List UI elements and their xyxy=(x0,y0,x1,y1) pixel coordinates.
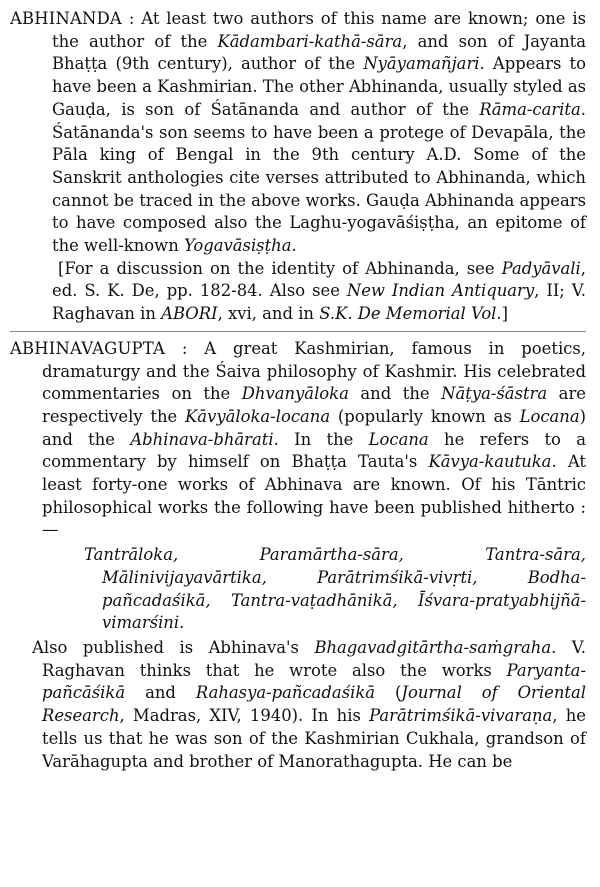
seg: , he tells us that he was son of the Kashmirian Cukhala, grandson of Varāhagupta and brother of Manorathagupta. He can be xyxy=(42,706,586,771)
seg: , Madras, XIV, 1940). In his xyxy=(119,706,370,726)
seg: , xvi, and in xyxy=(217,304,320,324)
work-title: Kāvyāloka-locana xyxy=(185,406,331,426)
entry-abhinavagupta-main xyxy=(10,338,586,542)
seg: (popularly known as xyxy=(330,406,520,426)
seg: . At least forty-one works of Abhinava are known. Of his Tāntric philosophical works the following have been published hitherto :— xyxy=(42,452,587,540)
seg: . V. Raghavan thinks that he wrote also the works xyxy=(42,637,586,680)
work-title: Nāṭya-śāstra xyxy=(441,384,548,404)
seg: and xyxy=(125,683,196,703)
journal-title: Journal of Oriental Research xyxy=(42,683,586,726)
tantric-works-list: Tantrāloka, Paramārtha-sāra, Tantra-sāra, Mālinivijayavārtika, Parātrimśikā-vivṛti, Bodha-pañcadaśikā, Tantra-vaṭadhānikā, Īśvara-pratyabhijñā-vimarśini. xyxy=(84,545,586,633)
seg: , II; V. Raghavan in xyxy=(52,281,586,324)
seg: [For a discussion on the identity of Abhinanda, see xyxy=(58,258,502,278)
entry-abhinavagupta xyxy=(10,338,586,773)
work-title: Parātrimśikā-vivaraṇa xyxy=(369,706,553,726)
work-title: Locana xyxy=(519,406,580,426)
seg: ( xyxy=(375,683,402,703)
entry-abhinavagupta-continued xyxy=(10,637,586,773)
work-title: Kāvya-kautuka xyxy=(428,452,552,472)
work-title: Kādambari-kathā-sāra xyxy=(217,31,403,51)
seg: , and son of Jayanta Bhaṭṭa (9th century), author of the xyxy=(52,31,587,74)
work-title: ABORI xyxy=(161,304,218,324)
seg: he refers to a commentary by himself on Bhaṭṭa Tauta's xyxy=(42,429,587,472)
headword: ABHINANDA xyxy=(10,9,122,28)
work-title: Yogavāsiṣṭha xyxy=(183,236,292,256)
work-title: Locana xyxy=(368,429,429,449)
headword: ABHINAVAGUPTA xyxy=(10,338,165,358)
seg: : A great Kashmirian, famous in poetics, dramaturgy and the Śaiva philosophy of Kashmir. His celebrated commentaries on the xyxy=(42,338,586,404)
work-title: Paryanta-pañcāśikā xyxy=(42,660,586,703)
work-title: Rahasya-pañcadaśikā xyxy=(195,683,376,703)
work-title: New Indian Antiquary xyxy=(346,281,535,301)
work-title: S.K. De Memorial Vol. xyxy=(319,304,502,324)
seg: are respectively the xyxy=(42,384,586,426)
work-title: Bhagavadgitārtha-saṁgraha xyxy=(314,637,552,657)
work-title: Dhvanyāloka xyxy=(241,384,349,404)
seg: . Śatānanda's son seems to have been a protege of Devapāla, the Pāla king of Bengal in the 9th century A.D. Some of the Sanskrit anthologies cite verses attributed to Abhinanda, which cannot be traced in the above works. Gauḍa Abhinanda appears to have composed also the Laghu-yogavāśiṣṭha, an epitome of the well-known xyxy=(52,99,586,256)
work-title: Padyāvali xyxy=(501,258,581,278)
entry-abhinanda-references xyxy=(10,258,586,326)
work-title: Abhinava-bhārati xyxy=(130,429,274,449)
seg: ) and the xyxy=(42,406,587,449)
seg: : At least two authors of this name are known; one is the author of the xyxy=(52,9,586,51)
work-title: Rāma-carita xyxy=(479,99,581,119)
seg: . In the xyxy=(273,429,369,449)
seg: and the xyxy=(348,384,442,404)
seg: , ed. S. K. De, pp. 182-84. Also see xyxy=(52,258,586,301)
entry-abhinanda-main xyxy=(10,8,586,258)
entry-abhinanda xyxy=(10,8,586,326)
seg: ] xyxy=(501,304,509,324)
seg: Also published is Abhinava's xyxy=(32,637,315,657)
entry-divider xyxy=(10,331,586,332)
seg: . Appears to have been a Kashmirian. The other Abhinanda, usually styled as Gauḍa, is son of Śatānanda and author of the xyxy=(52,54,586,119)
work-title: Nyāyamañjari xyxy=(363,54,480,74)
seg: . xyxy=(291,236,297,256)
